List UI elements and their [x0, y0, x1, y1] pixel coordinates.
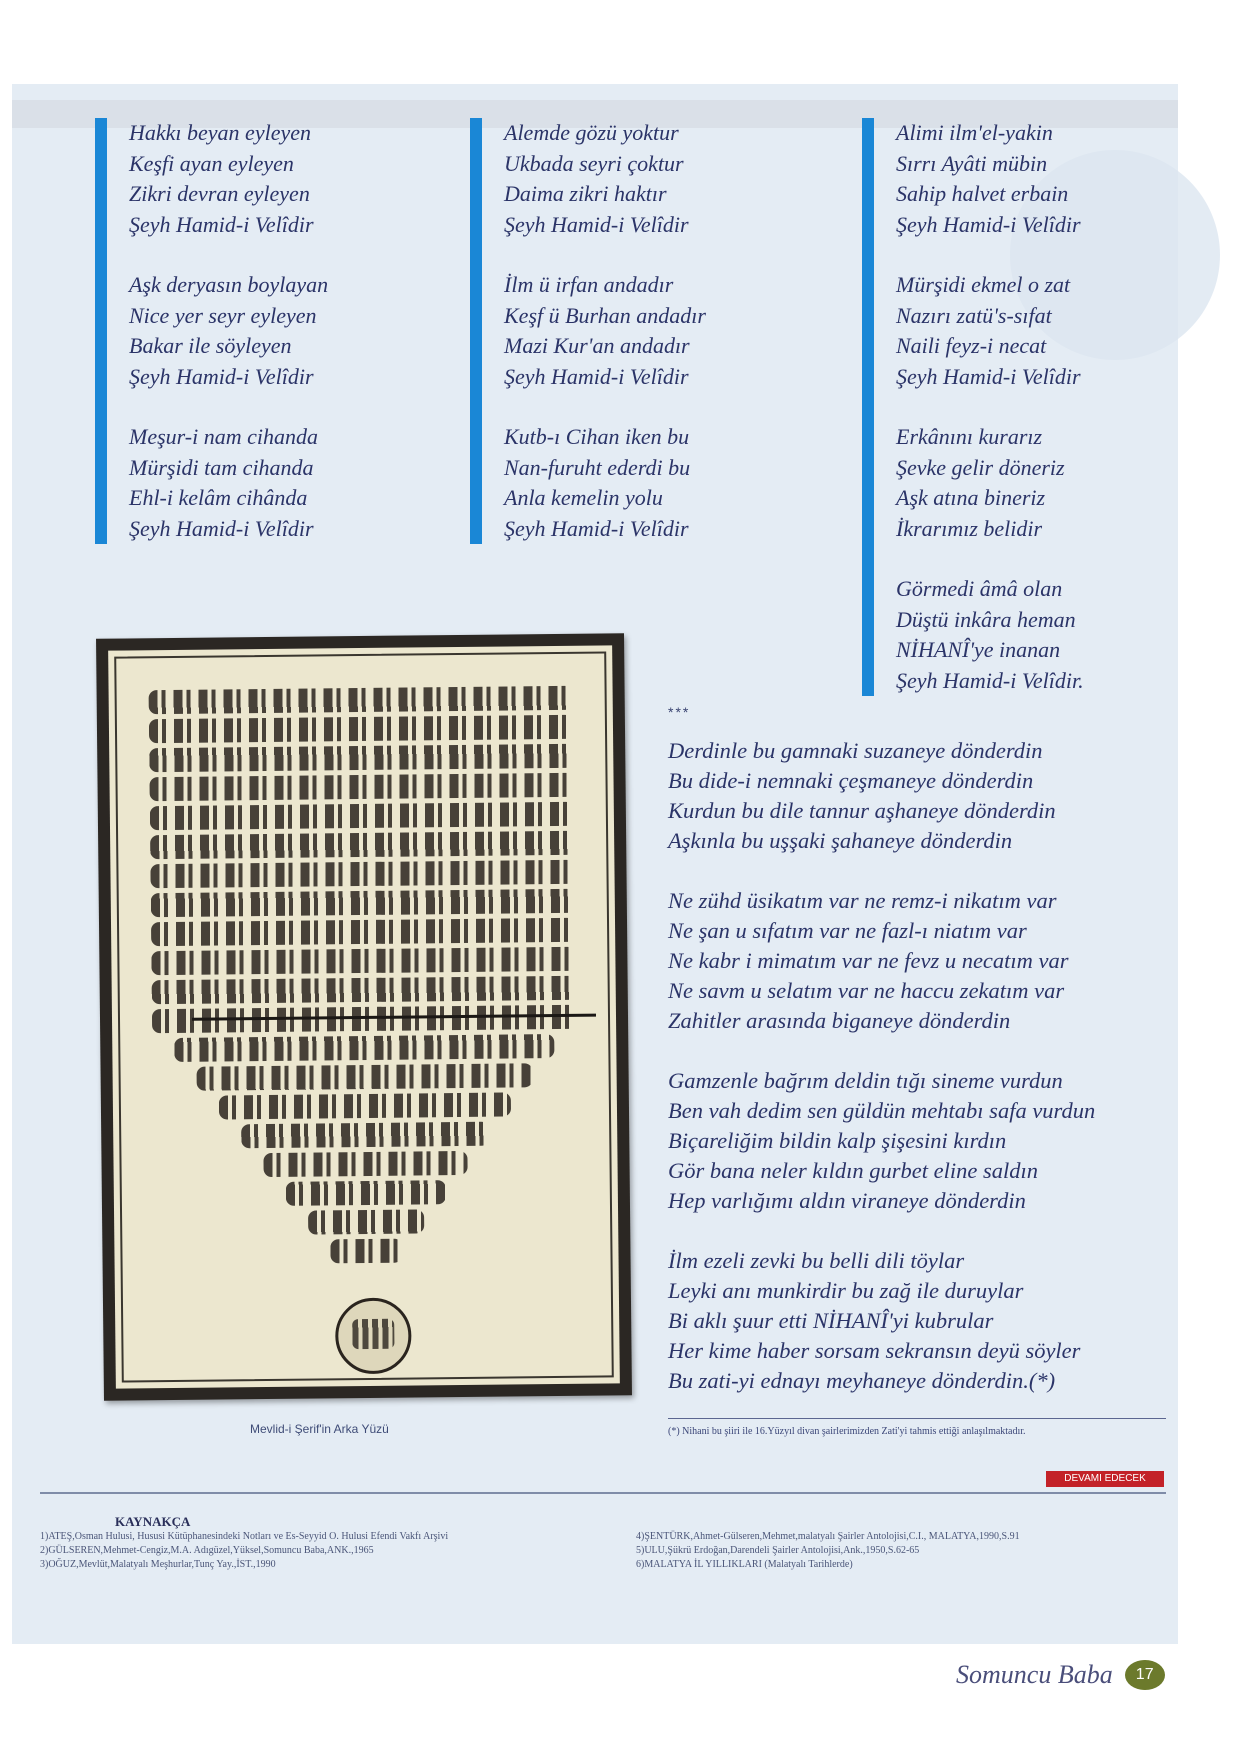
manuscript-script-line [152, 976, 576, 1004]
manuscript-script-line [149, 715, 573, 743]
stanza [896, 270, 1084, 392]
poem-line: Kutb-ı Cihan iken bu [504, 424, 690, 449]
section-separator: *** [668, 704, 691, 720]
manuscript-script-line [149, 686, 573, 714]
source-item: 3)OĞUZ,Mevlüt,Malatyalı Meşhurlar,Tunç Yay.,İST.,1990 [40, 1559, 276, 1570]
poem-line: Şeyh Hamid-i Velîdir [129, 515, 314, 541]
poem-line: Ben vah dedim sen güldün mehtabı safa vurdun [668, 1098, 1096, 1123]
sources-title: KAYNAKÇA [115, 1514, 191, 1529]
poem-line: İlm ü irfan andadır [504, 272, 674, 297]
poem-line: Ne kabr i mimatım var ne fevz u necatım var [668, 948, 1069, 973]
manuscript-seal [335, 1298, 412, 1375]
source-item: 1)ATEŞ,Osman Hulusi, Hususi Kütüphanesindeki Notları ve Es-Seyyid O. Hulusi Efendi Vakfı Arşivi [40, 1531, 449, 1542]
poem-line: Şeyh Hamid-i Velîdir [504, 515, 689, 541]
poem-line: Anla kemelin yolu [504, 485, 663, 510]
poem-line: Ehl-i kelâm cihânda [129, 485, 308, 510]
manuscript-script-line [174, 1034, 554, 1062]
poem-line: Aşk atına bineriz [896, 485, 1046, 510]
source-item: 4)ŞENTÜRK,Ahmet-Gülseren,Mehmet,malatyalı Şairler Antolojisi,C.I., MALATYA,1990,S.91 [636, 1531, 1020, 1542]
source-item: 5)ULU,Şükrü Erdoğan,Darendeli Şairler Antolojisi,Ank.,1950,S.62-65 [636, 1545, 920, 1556]
stanza [896, 118, 1084, 240]
poem-line: Daima zikri haktır [504, 181, 667, 206]
poem-column-middle [470, 118, 706, 544]
poem-line: Sırrı Ayâti mübin [896, 150, 1048, 176]
footnote-rule [668, 1418, 1166, 1419]
poem-line: Nice yer seyr eyleyen [129, 302, 317, 328]
poem-line: Bu zati-yi ednayı meyhaneye dönderdin.(*) [668, 1368, 1056, 1393]
footnote: (*) Nihani bu şiiri ile 16.Yüzyıl divan şairlerimizden Zati'yi tahmis ettiği anlaşılmaktadır. [668, 1426, 1026, 1437]
sources-right [636, 1530, 1166, 1572]
poem-line: Şeyh Hamid-i Velîdir [129, 363, 314, 389]
stanza [668, 736, 1095, 856]
manuscript-script-line [151, 918, 575, 946]
stanza [129, 422, 328, 544]
poem-line: Zahitler arasında biganeye dönderdin [668, 1008, 1011, 1033]
stanza [668, 1066, 1095, 1216]
poem-line: Nazırı zatü's-sıfat [896, 302, 1052, 328]
page-number: 17 [1125, 1660, 1165, 1690]
poem-line: Naili feyz-i necat [896, 333, 1047, 358]
poem-main [668, 736, 1095, 1426]
manuscript-script-line [150, 860, 574, 888]
stanza [896, 574, 1084, 696]
manuscript-script-line [286, 1180, 446, 1206]
poem-line: Meşur-i nam cihanda [129, 424, 318, 449]
poem-line: Şeyh Hamid-i Velîdir. [896, 667, 1084, 693]
manuscript-page [108, 645, 620, 1388]
poem-line: Biçareliğim bildin kalp şişesini kırdın [668, 1128, 1007, 1153]
poem-line: Mürşidi tam cihanda [129, 454, 314, 480]
page-footer [956, 1660, 1165, 1690]
poem-line: Bi aklı şuur etti NİHANÎ'yi kubrular [668, 1308, 994, 1333]
stanza [504, 270, 706, 392]
poem-line: Mazi Kur'an andadır [504, 333, 690, 358]
stanza [668, 1246, 1095, 1396]
poem-line: Zikri devran eyleyen [129, 181, 310, 206]
poem-line: Alemde gözü yoktur [504, 120, 679, 145]
poem-line: Şeyh Hamid-i Velîdir [896, 211, 1081, 237]
poem-line: Ukbada seyri çoktur [504, 150, 684, 176]
image-caption: Mevlid-i Şerif'in Arka Yüzü [250, 1422, 389, 1436]
poem-line: Kurdun bu dile tannur aşhaneye dönderdin [668, 798, 1056, 823]
poem-line: Hakkı beyan eyleyen [129, 120, 311, 145]
source-item: 6)MALATYA İL YILLIKLARI (Malatyalı Tarihlerde) [636, 1559, 853, 1570]
manuscript-script-line [330, 1239, 402, 1264]
poem-line: Şevke gelir döneriz [896, 454, 1065, 480]
poem-line: İlm ezeli zevki bu belli dili töylar [668, 1248, 965, 1273]
manuscript-script-line [263, 1151, 467, 1177]
manuscript-script-line [197, 1063, 533, 1091]
manuscript-script-line [149, 744, 573, 772]
poem-line: Nan-furuht ederdi bu [504, 454, 691, 480]
poem-line: Alimi ilm'el-yakin [896, 120, 1053, 145]
manuscript-script-line [151, 947, 575, 975]
poem-line: Şeyh Hamid-i Velîdir [504, 363, 689, 389]
poem-line: Keşfi ayan eyleyen [129, 150, 294, 176]
manuscript-script-line [150, 831, 574, 859]
manuscript-script-line [219, 1092, 511, 1119]
poem-line: Keşf ü Burhan andadır [504, 302, 706, 328]
poem-line: Erkânını kurarız [896, 424, 1043, 449]
poem-line: Bu dide-i nemnaki çeşmaneye dönderdin [668, 768, 1034, 793]
poem-line: Aşkınla bu uşşaki şahaneye dönderdin [668, 828, 1013, 853]
magazine-title: Somuncu Baba [956, 1660, 1113, 1689]
poem-line: Aşk deryasın boylayan [129, 272, 329, 297]
stanza [504, 118, 706, 240]
manuscript-script-line [241, 1122, 489, 1149]
poem-line: Ne savm u selatım var ne haccu zekatım var [668, 978, 1065, 1003]
poem-line: Gamzenle bağrım deldin tığı sineme vurdun [668, 1068, 1063, 1093]
source-item: 2)GÜLSEREN,Mehmet-Cengiz,M.A. Adıgüzel,Yüksel,Somuncu Baba,ANK.,1965 [40, 1545, 374, 1556]
continued-badge: DEVAMI EDECEK [1046, 1471, 1164, 1487]
poem-line: Şeyh Hamid-i Velîdir [896, 363, 1081, 389]
sources-rule [40, 1492, 1166, 1494]
sources-left [40, 1530, 610, 1572]
poem-line: Her kime haber sorsam sekransın deyü söyler [668, 1338, 1081, 1363]
poem-line: Ne şan u sıfatım var ne fazl-ı niatım var [668, 918, 1027, 943]
poem-line: Ne zühd üsikatım var ne remz-i nikatım var [668, 888, 1057, 913]
poem-line: Leyki anı munkirdir bu zağ ile duruylar [668, 1278, 1024, 1303]
poem-line: Şeyh Hamid-i Velîdir [129, 211, 314, 237]
stanza [896, 422, 1084, 544]
stanza [668, 886, 1095, 1036]
poem-line: NİHANÎ'ye inanan [896, 637, 1061, 662]
poem-column-right [862, 118, 1084, 696]
stanza [129, 118, 328, 240]
manuscript-script-line [151, 889, 575, 917]
stanza [504, 422, 706, 544]
stanza [129, 270, 328, 392]
poem-line: Düştü inkâra heman [896, 606, 1076, 632]
manuscript-script-line [149, 773, 573, 801]
poem-line: Bakar ile söyleyen [129, 333, 292, 358]
manuscript-script-line [150, 802, 574, 830]
poem-line: İkrarımız belidir [896, 515, 1043, 541]
poem-line: Hep varlığımı aldın viraneye dönderdin [668, 1188, 1026, 1213]
poem-line: Görmedi âmâ olan [896, 576, 1063, 601]
poem-line: Derdinle bu gamnaki suzaneye dönderdin [668, 738, 1043, 763]
poem-column-left [95, 118, 328, 544]
manuscript-script-line [308, 1209, 424, 1234]
poem-line: Mürşidi ekmel o zat [896, 272, 1071, 297]
poem-line: Gör bana neler kıldın gurbet eline saldın [668, 1158, 1038, 1183]
manuscript-arabic-text [108, 645, 612, 650]
manuscript-image [96, 633, 632, 1400]
poem-line: Sahip halvet erbain [896, 181, 1069, 206]
poem-line: Şeyh Hamid-i Velîdir [504, 211, 689, 237]
